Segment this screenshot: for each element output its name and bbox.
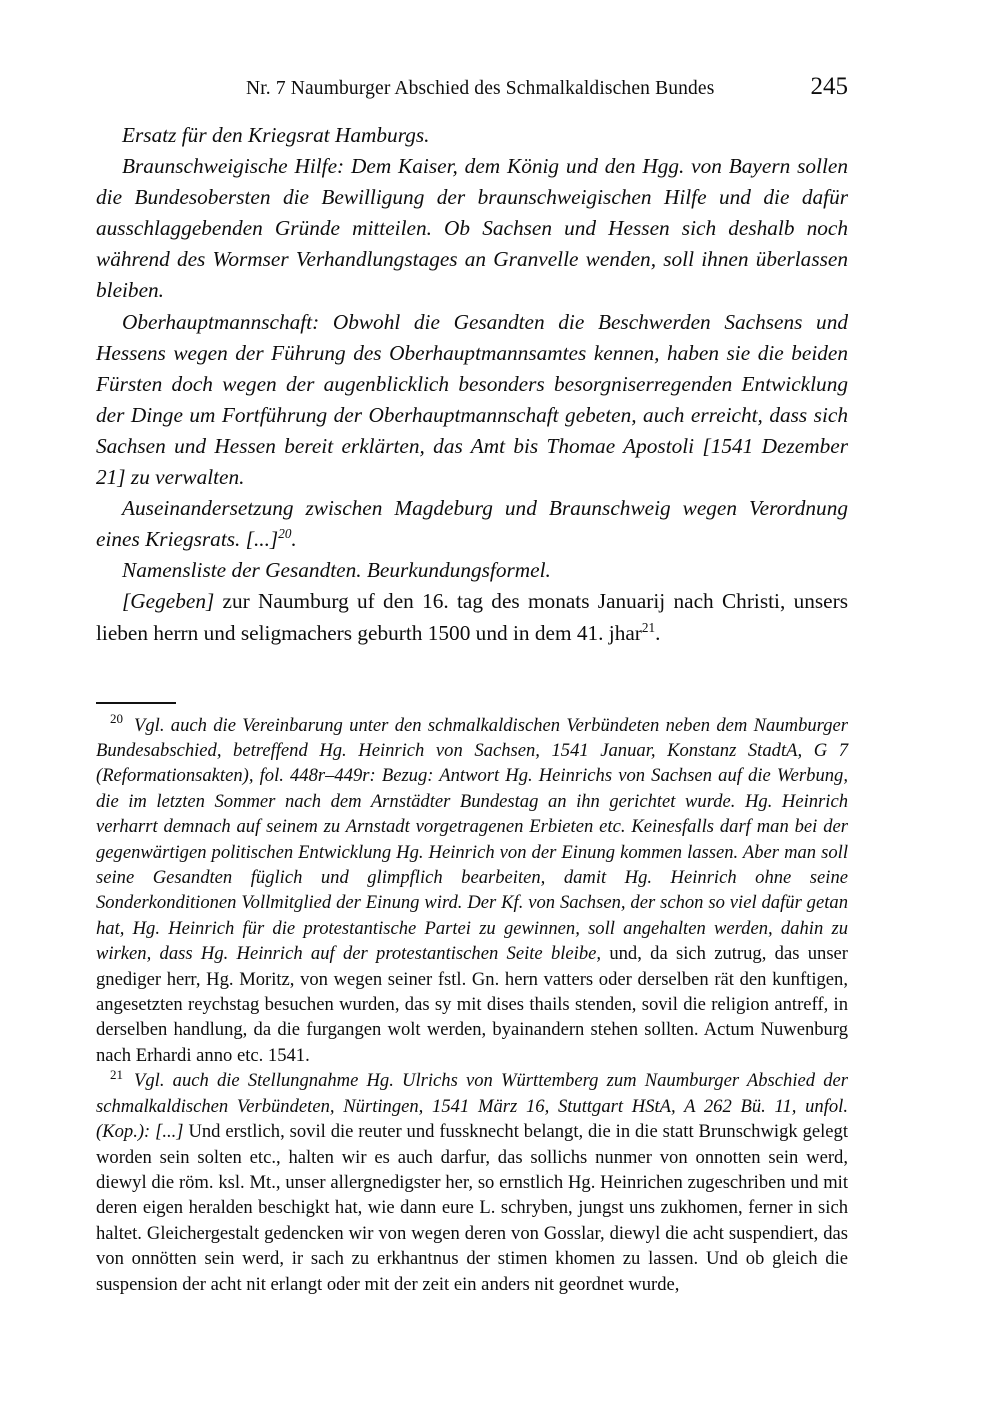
paragraph-namensliste: Namensliste der Gesandten. Beurkundungsformel.	[122, 558, 551, 583]
paragraph-gegeben	[96, 586, 848, 648]
page-number: 245	[810, 73, 848, 100]
running-head	[96, 73, 848, 108]
paragraph-auseinandersetzung	[96, 493, 848, 555]
footnote-20-roman-text: und, da sich zutrug, das unser gnediger herr, Hg. Moritz, von wegen seiner fstl. Gn. hern vatters oder derselben rät den kunftigen, angesetzten reychstag besuchen wurden, das sy mit dises thails stenden, sovil die religion antreff, in derselben handlung, da die furgangen wolt werden, byainandern stehen sollten. Actum Nuwenburg nach Erhardi anno etc. 1541.	[96, 943, 848, 1066]
paragraph-oberhauptmannschaft: Oberhauptmannschaft: Obwohl die Gesandten die Beschwerden Sachsens und Hessens wegen der Führung des Oberhauptmannsamtes kennen, haben sie die beiden Fürsten doch wegen der augenblicklich besonders besorgniserregenden Entwicklung der Dinge um Fortführung der Oberhauptmannschaft gebeten, auch erreicht, dass sich Sachsen und Hessen bereit erklärten, das Amt bis Thomae Apostoli [1541 Dezember 21] zu verwalten.	[96, 309, 848, 490]
footnote-marker-20[interactable]: 20	[278, 526, 292, 542]
paragraph-auseinandersetzung-text: Auseinandersetzung zwischen Magdeburg und Braunschweig wegen Verordnung eines Kriegsrats. [...]	[96, 496, 848, 552]
gegeben-bracket-label: [Gegeben]	[122, 589, 215, 614]
paragraph-auseinandersetzung-tail: .	[291, 527, 297, 552]
paragraph-gegeben-tail: .	[655, 620, 661, 645]
body-text	[96, 120, 848, 649]
footnote-20-italic-text: Vgl. auch die Vereinbarung unter den schmalkaldischen Verbündeten neben dem Naumburger Bundesabschied, betreffend Hg. Heinrich von Sachsen, 1541 Januar, Konstanz StadtA, G 7 (Reformationsakten), fol. 448r–449r: Bezug: Antwort Hg. Heinrichs von Sachsen auf die Werbung, die im letzten Sommer nach dem Arnstädter Bundestag an ihn gerichtet wurde. Hg. Heinrich verharrt demnach auf seinem zu Arnstadt vorgetragenen Erbieten etc. Keinesfalls darf man bei der gegenwärtigen politischen Entwicklung Hg. Heinrich von der Einung kommen lassen. Aber man soll seine Gesandten füglich und glimpflich bearbeiten, damit Hg. Heinrich ohne seine Sonderkonditionen Vollmitglied der Einung wird. Der Kf. von Sachsen, der schon so viel dafür getan hat, Hg. Heinrich für die protestantische Partei zu gewinnen, soll angehalten werden, dahin zu wirken, dass Hg. Heinrich auf der protestantischen Seite bleibe,	[96, 714, 848, 965]
footnote-20-number[interactable]: 20	[110, 711, 124, 727]
footnote-section	[96, 702, 848, 1297]
running-head-title: Nr. 7 Naumburger Abschied des Schmalkaldischen Bundes	[246, 78, 715, 99]
footnote-separator-rule	[96, 702, 176, 704]
paragraph-ersatz: Ersatz für den Kriegsrat Hamburgs.	[122, 123, 430, 147]
footnote-21-roman-text: Und erstlich, sovil die reuter und fussknecht belangt, die in die statt Brunschwigk gelegt worden sein solten etc., halten wir es auch darfur, das sollichs nunmer von onnotten sein werd, diewyl die röm. ksl. Mt., unser allergnedigster her, so ernstlich Hg. Heinrichen zugeschriben und mit deren eigen heralden beschigkt hat, wie dann eure L. schryben, jungst uns zukhomen, ferner in sich haltet. Gleichergestalt gedencken wir von wegen deren von Gosslar, diewyl die acht suspendiert, das von onnötten sein werd, ir sach zu erkhantnus der stimen khomen zu lassen. Und ob gleich die suspension der acht nit erlangt oder mit der zeit ein anders nit geordnet wurde,	[96, 1121, 849, 1295]
footnote-21	[96, 1068, 848, 1297]
footnote-20	[96, 713, 848, 1069]
footnote-21-italic-text: Vgl. auch die Stellungnahme Hg. Ulrichs von Württemberg zum Naumburger Abschied der schmalkaldischen Verbündeten, Nürtingen, 1541 März 16, Stuttgart HStA, A 262 Bü. 11, unfol. (Kop.): [...]	[96, 1070, 848, 1143]
paragraph-gegeben-text: zur Naumburg uf den 16. tag des monats Januarij nach Christi, unsers lieben herrn und seligmachers geburth 1500 und in dem 41. jhar	[96, 589, 848, 645]
footnote-21-number[interactable]: 21	[110, 1067, 124, 1083]
footnote-marker-21[interactable]: 21	[641, 619, 656, 635]
paragraph-braunschweigische-hilfe: Braunschweigische Hilfe: Dem Kaiser, dem König und den Hgg. von Bayern sollen die Bundesobersten die Bewilligung der braunschweigischen Hilfe und die dafür ausschlaggebenden Gründe mitteilen. Ob Sachsen und Hessen sich deshalb noch während des Wormser Verhandlungstages an Granvelle wenden, soll ihnen überlassen bleiben.	[96, 154, 848, 303]
